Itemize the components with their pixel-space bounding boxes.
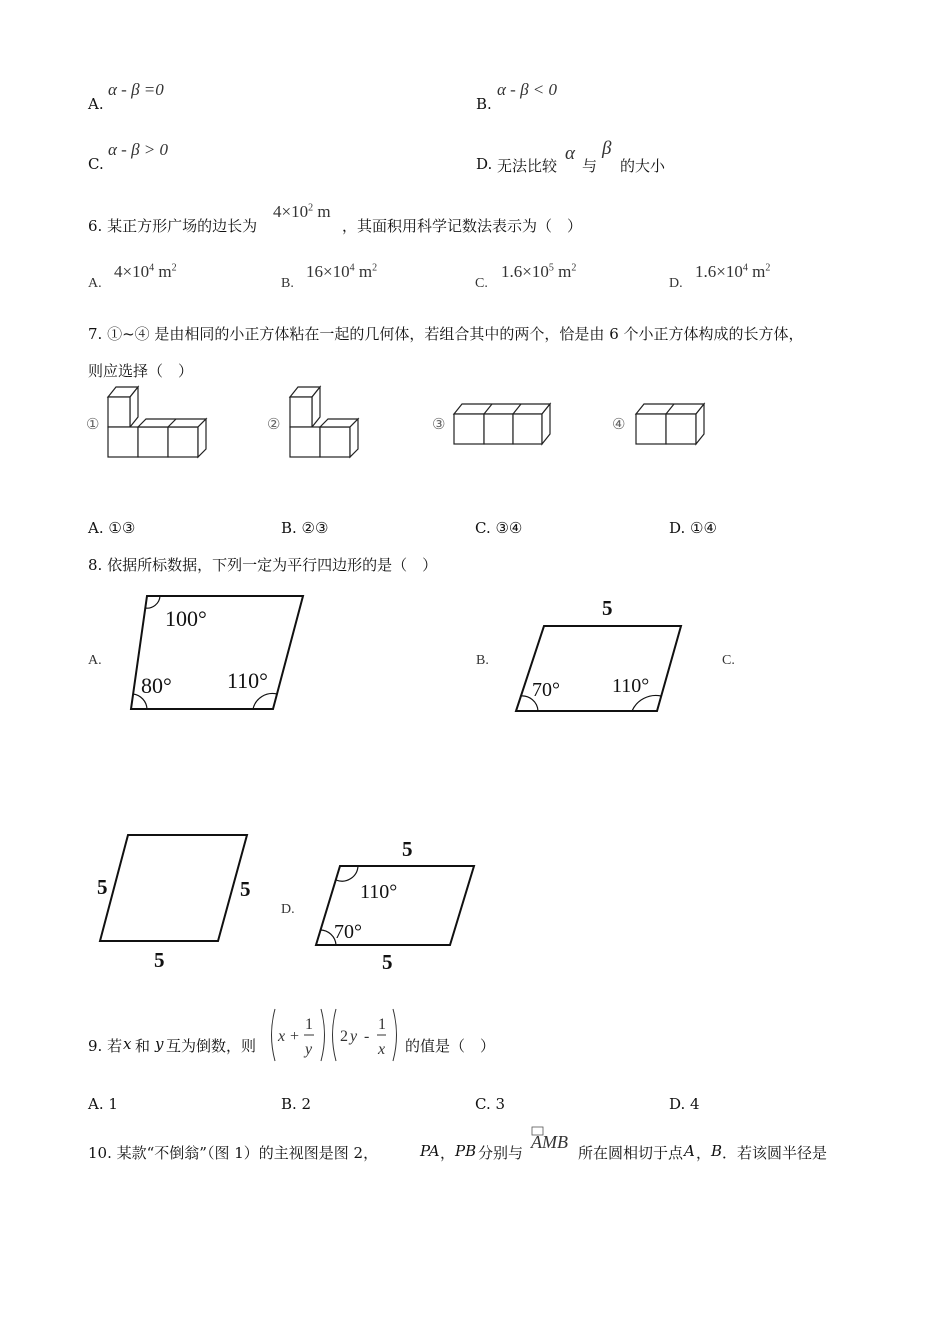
q9-option-d: D. 4 (669, 1095, 700, 1113)
q8-option-c-label: C. (722, 653, 735, 668)
figure-label-1: ① (86, 415, 100, 433)
angle-label: 70° (532, 679, 560, 701)
cube-figure-2 (282, 385, 362, 465)
quadrilateral-figure-a (125, 590, 310, 715)
q9-option-b: B. 2 (281, 1095, 312, 1113)
option-expression: $1.6\times 10^4$ $m^2$ (695, 262, 771, 281)
q7-option-d: D. ①④ (669, 519, 717, 537)
question-text: ， (696, 1144, 712, 1162)
question-text: 所在圆相切于点 (578, 1144, 684, 1162)
question-text: 8. 依据所标数据，下列一定为平行四边形的是（ ） (88, 556, 438, 574)
expr-op: - (364, 1028, 370, 1045)
expr-den: y (305, 1041, 313, 1058)
q8-option-a-label: A. (88, 653, 102, 668)
side-label: 5 (154, 948, 165, 972)
question-text: 10. 某款“不倒翁”（图 1）的主视图是图 2， (88, 1144, 379, 1162)
q7-option-a: A. ①③ (88, 519, 136, 537)
angle-label: 110° (227, 668, 268, 693)
option-text: 无法比较 (497, 157, 558, 175)
math-expression: $4\times 10^2$ m (273, 202, 331, 221)
question-text: 9. 若 (88, 1037, 123, 1055)
quadrilateral-figure-d (310, 836, 482, 976)
side-label: 5 (240, 877, 251, 901)
q9-option-a: A. 1 (88, 1095, 118, 1113)
question-text: 6. 某正方形广场的边长为 (88, 217, 258, 235)
expr-var: x (278, 1028, 286, 1045)
option-label: B. (281, 276, 294, 291)
alpha-symbol: α (565, 143, 575, 164)
angle-label: 110° (612, 675, 650, 697)
side-label: 5 (402, 837, 413, 861)
figure-label-3: ③ (432, 415, 446, 433)
option-label: A. (88, 276, 102, 291)
math-expression (266, 1006, 402, 1064)
angle-label: 80° (141, 673, 172, 698)
q9-option-c: C. 3 (475, 1095, 506, 1113)
option-expression: $1.6\times 10^5$ $m^2$ (501, 262, 577, 281)
option-label: B. (476, 95, 492, 113)
option-expression: $16\times 10^4$ $m^2$ (306, 262, 378, 281)
option-label: C. (88, 155, 104, 173)
expr-var: y (350, 1028, 358, 1045)
question-text: 互为倒数，则 (166, 1037, 257, 1055)
cube-figure-4 (632, 400, 712, 450)
option-expression: α - β =0 (108, 80, 164, 99)
q8-option-b-label: B. (476, 653, 489, 668)
option-text: 的大小 (620, 157, 666, 175)
question-text: 的值是（ ） (405, 1037, 496, 1055)
question-text: ．若该圆半径是 (722, 1144, 828, 1162)
expr-op: + (290, 1028, 300, 1045)
expr-num: 1 (378, 1016, 386, 1033)
option-expression: α - β > 0 (108, 140, 169, 159)
question-text: 和 (135, 1037, 151, 1055)
quadrilateral-figure-c (90, 828, 265, 978)
option-expression: $4\times 10^4$ $m^2$ (114, 262, 177, 281)
option-text: 与 (582, 157, 598, 175)
variable-y: y (155, 1035, 164, 1053)
side-label: 5 (97, 875, 108, 899)
cube-figure-1 (100, 385, 210, 465)
q7-option-b: B. ②③ (281, 519, 329, 537)
angle-label: 100° (165, 606, 207, 631)
beta-symbol: β (602, 138, 612, 159)
expr-coef: 2 (340, 1028, 348, 1045)
question-text: 则应选择（ ） (88, 362, 194, 380)
math-term: PA (420, 1142, 440, 1160)
cube-figure-3 (450, 400, 560, 450)
math-term: A (684, 1142, 695, 1160)
arc-label: AMB (531, 1132, 568, 1152)
q8-option-d-label: D. (281, 902, 295, 917)
angle-label: 70° (334, 921, 362, 943)
option-label: C. (475, 276, 488, 291)
angle-label: 110° (360, 881, 398, 903)
question-text: 7. ①~④ 是由相同的小正方体粘在一起的几何体，若组合其中的两个，恰是由 6 个小正方体构成的长方体， (88, 325, 804, 343)
quadrilateral-figure-b (510, 595, 690, 717)
math-term: B (711, 1142, 723, 1160)
figure-label-4: ④ (612, 415, 626, 433)
expr-num: 1 (305, 1016, 313, 1033)
option-expression: α - β < 0 (497, 80, 558, 99)
question-text: 分别与 (478, 1144, 524, 1162)
side-label: 5 (602, 596, 613, 620)
question-text: ， (440, 1144, 456, 1162)
q7-option-c: C. ③④ (475, 519, 523, 537)
option-label: D. (476, 155, 493, 173)
option-label: D. (669, 276, 683, 291)
option-label: A. (88, 95, 104, 113)
question-text: ，其面积用科学记数法表示为（ ） (342, 217, 583, 235)
math-term: PB (455, 1142, 477, 1160)
side-label: 5 (382, 950, 393, 974)
variable-x: x (123, 1035, 132, 1053)
expr-den: x (378, 1041, 386, 1058)
figure-label-2: ② (267, 415, 281, 433)
